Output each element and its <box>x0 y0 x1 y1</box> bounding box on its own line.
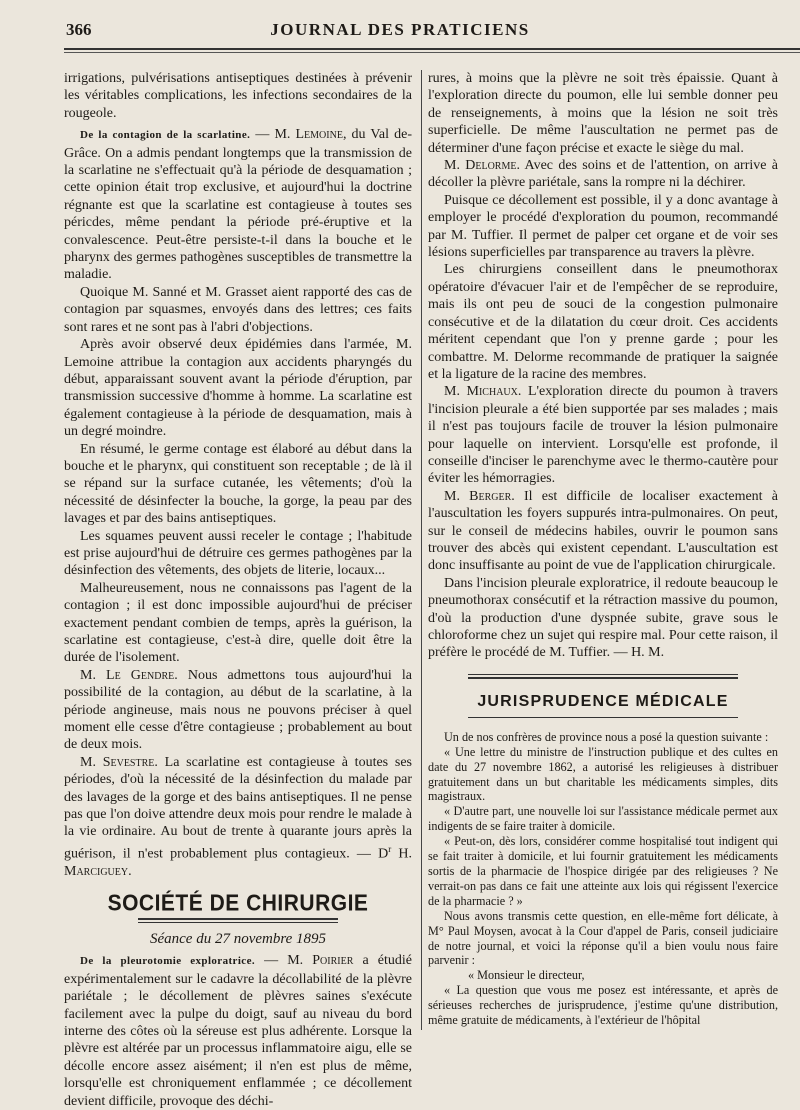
title-rule <box>138 918 338 920</box>
speaker-name: M. Le Gendre. <box>80 667 178 683</box>
speaker-name: M. Delorme. <box>444 158 520 174</box>
speaker-name: M. Sevestre. <box>80 754 158 770</box>
journal-title: JOURNAL DES PRATICIENS <box>270 20 530 39</box>
page-number: 366 <box>66 20 92 39</box>
section-rule <box>468 677 738 679</box>
paragraph: Quoique M. Sanné et M. Grasset aient rapporté des cas de contagion par squasmes, envoyés dans des lettres; ces faits sont rares et ne sont pas à l'abri d'objections. <box>64 284 412 335</box>
author-name: Poirier <box>312 953 354 969</box>
paragraph: Les chirurgiens conseillent dans le pneumothorax opératoire d'évacuer l'air et de l'empêcher de se reproduire, mais ils ont peu de souci de la congestion pulmonaire consécutive et de la dilatation du cœur droit. Ces accidents méritent cependant que l'on y prenne garde ; pour les combattre. M. Delorme recommande de pratiquer la saignée et la ligature de la racine des membres. <box>428 262 778 382</box>
paragraph: En résumé, le germe contage est élaboré au début dans la bouche et le pharynx, qui constituent son receptable ; de là il se répand sur la surface cutanée, les vêtements; d'où la nécessité de désinfecter la bouche, la gorge, la peau par des lavages et par des bains antiseptiques. <box>64 441 412 527</box>
paragraph-delorme: M. Delorme. Avec des soins et de l'attention, on arrive à décoller la plèvre pariétale, sans la rompre ni la déchirer. <box>428 158 779 191</box>
paragraph-small: « D'autre part, une nouvelle loi sur l'assistance médicale permet aux indigents de se faire traiter à domicile. <box>428 804 778 834</box>
paragraph-small: Nous avons transmis cette question, en elle-même fort délicate, à M° Paul Moysen, avocat à la Cour d'appel de Paris, conseil judiciaire de notre journal, et voici la réponse qu'il a bien voulu nous faire parvenir : <box>428 908 778 968</box>
paragraph: Malheureusement, nous ne connaissons pas l'agent de la contagion ; il est donc impossible aujourd'hui de préciser exactement pendant combien de temps, après la guérison, la scarlatine est contagieuse, c'est-à dire, quelle doit être la durée de l'isolement. <box>64 580 412 666</box>
seance-date: Séance du 27 novembre 1895 <box>149 931 327 948</box>
paragraph: Après avoir observé deux épidémies dans l'armée, M. Lemoine attribue la contagion aux accidents pharyngés du début, apparaissant souvent avant la période d'éruption, par transmission successive d'homme à homme. La scarlatine est également contagieuse à la période de desquamation, mais à un degré moindre. <box>64 337 412 440</box>
paragraph: rures, à moins que la plèvre ne soit très épaissie. Quant à l'exploration directe du poumon, elle lui semble donner peu de renseignements, à moins que la lésion ne soit très superficielle. De même l'auscultation ne permet pas de déterminer d'une façon précise et exacte le siège du mal. <box>428 71 778 156</box>
paragraph-small: Un de nos confrères de province nous a posé la question suivante : <box>444 729 769 744</box>
signature: H. Marciguey. <box>64 846 412 879</box>
header-rule-thin <box>64 52 800 53</box>
society-title: SOCIÉTÉ DE CHIRURGIE <box>107 891 369 917</box>
paragraph-le-gendre: M. Le Gendre. Nous admettons tous aujourd'hui la possibilité de la contagion, au début de la scarlatine, à la période angineuse, mais nous ne pouvons préciser à quel moment elle cesse d'être contagieuse ; probablement au bout de deux mois. <box>64 667 412 753</box>
paragraph: irrigations, pulvérisations antiseptiques destinées à prévenir les véritables complications, les infections secondaires de la rougeole. <box>64 71 412 121</box>
speaker-name: M. Berger. <box>444 488 515 504</box>
paragraph: Les squames peuvent aussi receler le contage ; l'habitude est prise aujourd'hui de détruire ces germes pathogènes par la désinfection des vêtements, des objets de literie, locaux... <box>64 528 412 579</box>
jurisprudence-title: JURISPRUDENCE MÉDICALE <box>477 692 729 710</box>
paragraph-michaux: M. Michaux. L'exploration directe du poumon à travers l'incision pleurale a été bien supportée par ses malades ; mais il n'est pas toujours facile de trouver la lésion pulmonaire pour laquelle on intervient. Lorsqu'elle est profonde, il conseille d'inciser le parenchyme avec le thermo-cautère pour éviter les hémorragies. <box>428 384 778 487</box>
speaker-name: M. Michaux. <box>444 384 522 400</box>
title-rule-thin <box>138 922 338 923</box>
paragraph-small: « La question que vous me posez est intéressante, et après de sérieuses recherches de jurisprudence, j'estime qu'une distribution, même gratuite de médicaments, à l'extérieur de l'hôpital <box>428 983 778 1028</box>
paragraph: Dans l'incision pleurale exploratrice, il redoute beaucoup le pneumothorax consécutif et la rétraction massive du poumon, d'où la production d'une dyspnée subite, grave sous le chloroforme chez un sujet qui respire mal. Pour cette raison, il préfère le procédé de M. Tuffier. — H. M. <box>428 575 778 661</box>
column-divider <box>421 70 422 1030</box>
paragraph-small: « Une lettre du ministre de l'instruction publique et des cultes en date du 27 novembre 1862, a autorisé les religieuses à distribuer gratuitement dans un but charitable les médicaments simples, dits magistraux. <box>428 744 778 804</box>
page-header <box>0 18 800 44</box>
paragraph-small: « Peut-on, dès lors, considérer comme hospitalisé tout indigent qui se fait traiter à domicile, et lui fournir gratuitement les médicaments sortis de la pharmacie de l'hospice dirigée par des religieuses ? Ne verrait-on pas dans ce fait une atteinte aux lois qui régissent l'exercice de la pharmacie ? » <box>428 834 778 908</box>
paragraph: Puisque ce décollement est possible, il y a donc avantage à employer le procédé d'exploration du poumon, recommandé par M. Tuffier. Il permet de palper cet organe et de voir ses lésions superficielles par transparence au travers la plèvre. <box>428 192 778 261</box>
section-rule-bottom <box>468 717 738 718</box>
paragraph-berger: M. Berger. Il est difficile de localiser exactement à l'auscultation les foyers suppurés intra-pulmonaires. On peut, sur le conseil de médecins habiles, ouvrir le poumon sans trouver des abcès qui existent cependant. L'auscultation est donc insuffisante au point de vue de l'application chirurgicale. <box>428 488 778 574</box>
author-name: Lemoine <box>295 127 343 143</box>
paragraph-contagion: De la contagion de la scarlatine. — M. Lemoine, du Val de-Grâce. On a admis pendant longtemps que la transmission de la scarlatine ne s'effectuait qu'à la période de desquamation ; cette opinion était trop exclusive, et aujourd'hui la doctrine régnante est que la scarlatine est contagieuse à toutes ses péricdes, même pendant la période pré-éruptive et la convalescence. Peut-être persiste-t-il dans la bouche et le pharynx des germes pathogènes susceptibles de transmettre la maladie. <box>64 127 412 283</box>
left-column <box>64 70 412 1110</box>
section-heading: De la pleurotomie exploratrice. <box>80 955 256 968</box>
section-rule-thin <box>468 674 738 675</box>
right-column <box>428 70 778 1028</box>
paragraph-pleurotomie: De la pleurotomie exploratrice. — M. Poirier a étudié expérimentalement sur le cadavre la décollabilité de la plèvre pariétale ; le décollement de plèvres saines s'exécute facilement avec la pulpe du doigt, sauf au niveau du bord interne des côtes où la séreuse est plus adhérente. Lorsque la plèvre est altérée par un processus inflammatoire aigu, elle se décolle encore assez aisément; il n'en est plus de même, lorsqu'elle est chroniquement enflammée ; ce décollement devient difficile, provoque des déchi- <box>64 953 413 1109</box>
header-rule <box>64 48 800 50</box>
section-heading: De la contagion de la scarlatine. <box>80 129 251 142</box>
paragraph-sevestre: M. Sevestre. La scarlatine est contagieuse à toutes ses périodes, d'où la nécessité de la désinfection du malade par des lavages de la gorge et des bains antiseptiques. Il ne pense pas que l'on doive attendre deux mois pour rendre le malade à la vie ordinaire. Au bout de trente à quarante jours après la guérison, il n'est probablement plus contagieux. — $D^r$ H. Marciguey. <box>64 754 412 879</box>
paragraph-small: « Monsieur le directeur, <box>468 968 585 983</box>
